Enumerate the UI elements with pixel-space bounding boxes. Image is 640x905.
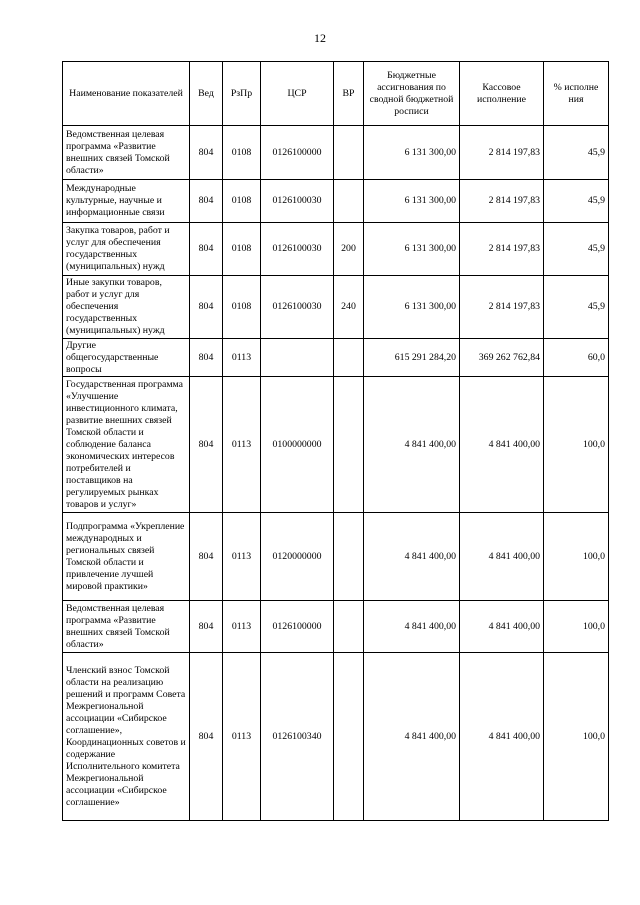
table-row: [63, 601, 609, 653]
row-csr-cell: 0126100030: [261, 180, 334, 223]
row-budget-cell: 6 131 300,00: [364, 126, 460, 180]
row-cash-cell: 4 841 400,00: [460, 377, 544, 513]
row-name-cell: Ведомственная целевая программа «Развитие внешних связей Томской области»: [63, 601, 190, 653]
row-ved-cell: 804: [190, 339, 223, 377]
row-rzpr-cell: 0108: [223, 223, 261, 276]
table-row: [63, 513, 609, 601]
row-name-cell: Другие общегосударственные вопросы: [63, 339, 190, 377]
row-vr-cell: [334, 126, 364, 180]
row-name-cell: Международные культурные, научные и информационные связи: [63, 180, 190, 223]
table-row: [63, 276, 609, 339]
row-csr-cell: 0126100030: [261, 276, 334, 339]
budget-execution-table: [62, 61, 609, 821]
row-budget-cell: 4 841 400,00: [364, 377, 460, 513]
row-csr-cell: 0120000000: [261, 513, 334, 601]
row-ved-cell: 804: [190, 276, 223, 339]
row-vr-cell: [334, 339, 364, 377]
table-row: [63, 339, 609, 377]
row-budget-cell: 4 841 400,00: [364, 601, 460, 653]
row-ved-cell: 804: [190, 126, 223, 180]
row-cash-cell: 2 814 197,83: [460, 223, 544, 276]
header-csr: ЦСР: [261, 62, 334, 126]
row-ved-cell: 804: [190, 377, 223, 513]
row-percent-cell: 100,0: [544, 513, 609, 601]
row-name-cell: Государственная программа «Улучшение инвестиционного климата, развитие внешних связей Томской области и соблюдение баланса экономических интересов потребителей и поставщиков на регулируемых рынках товаров и услуг»: [63, 377, 190, 513]
row-cash-cell: 369 262 762,84: [460, 339, 544, 377]
row-vr-cell: [334, 653, 364, 821]
table-header-row: [63, 62, 609, 126]
row-budget-cell: 4 841 400,00: [364, 653, 460, 821]
row-budget-cell: 6 131 300,00: [364, 223, 460, 276]
row-percent-cell: 45,9: [544, 276, 609, 339]
row-rzpr-cell: 0108: [223, 276, 261, 339]
row-cash-cell: 2 814 197,83: [460, 126, 544, 180]
row-cash-cell: 2 814 197,83: [460, 180, 544, 223]
row-cash-cell: 4 841 400,00: [460, 601, 544, 653]
row-vr-cell: 240: [334, 276, 364, 339]
page-number: 12: [314, 31, 326, 45]
row-rzpr-cell: 0108: [223, 180, 261, 223]
row-budget-cell: 6 131 300,00: [364, 276, 460, 339]
row-percent-cell: 45,9: [544, 180, 609, 223]
header-name: Наименование показателей: [63, 62, 190, 126]
row-name-cell: Подпрограмма «Укрепление международных и региональных связей Томской области и привлечение лучшей мировой практики»: [63, 513, 190, 601]
header-percent: % исполне ния: [544, 62, 609, 126]
table-row: [63, 377, 609, 513]
row-percent-cell: 60,0: [544, 339, 609, 377]
row-cash-cell: 4 841 400,00: [460, 653, 544, 821]
row-rzpr-cell: 0113: [223, 513, 261, 601]
row-name-cell: Ведомственная целевая программа «Развитие внешних связей Томской области»: [63, 126, 190, 180]
row-percent-cell: 45,9: [544, 223, 609, 276]
row-vr-cell: [334, 180, 364, 223]
row-ved-cell: 804: [190, 513, 223, 601]
row-csr-cell: 0126100000: [261, 126, 334, 180]
row-csr-cell: [261, 339, 334, 377]
header-cash: Кассовое исполнение: [460, 62, 544, 126]
row-ved-cell: 804: [190, 223, 223, 276]
row-csr-cell: 0126100340: [261, 653, 334, 821]
row-csr-cell: 0100000000: [261, 377, 334, 513]
row-percent-cell: 45,9: [544, 126, 609, 180]
row-percent-cell: 100,0: [544, 601, 609, 653]
row-name-cell: Закупка товаров, работ и услуг для обеспечения государственных (муниципальных) нужд: [63, 223, 190, 276]
row-csr-cell: 0126100030: [261, 223, 334, 276]
row-budget-cell: 6 131 300,00: [364, 180, 460, 223]
row-cash-cell: 2 814 197,83: [460, 276, 544, 339]
row-name-cell: Членский взнос Томской области на реализацию решений и программ Совета Межрегиональной ассоциации «Сибирское соглашение», Координационных советов и содержание Исполнительного комитета Межрегиональной ассоциации «Сибирское соглашение»: [63, 653, 190, 821]
row-vr-cell: [334, 601, 364, 653]
row-budget-cell: 615 291 284,20: [364, 339, 460, 377]
row-budget-cell: 4 841 400,00: [364, 513, 460, 601]
table-row: [63, 223, 609, 276]
header-vr: ВР: [334, 62, 364, 126]
row-cash-cell: 4 841 400,00: [460, 513, 544, 601]
row-ved-cell: 804: [190, 180, 223, 223]
row-rzpr-cell: 0113: [223, 339, 261, 377]
row-csr-cell: 0126100000: [261, 601, 334, 653]
row-rzpr-cell: 0108: [223, 126, 261, 180]
row-ved-cell: 804: [190, 653, 223, 821]
table-row: [63, 180, 609, 223]
row-vr-cell: [334, 513, 364, 601]
table-row: [63, 126, 609, 180]
row-percent-cell: 100,0: [544, 653, 609, 821]
header-budget: Бюджетные ассигнования по сводной бюджетной росписи: [364, 62, 460, 126]
row-rzpr-cell: 0113: [223, 377, 261, 513]
row-vr-cell: 200: [334, 223, 364, 276]
header-rzpr: РзПр: [223, 62, 261, 126]
row-percent-cell: 100,0: [544, 377, 609, 513]
table-row: [63, 653, 609, 821]
row-rzpr-cell: 0113: [223, 653, 261, 821]
row-name-cell: Иные закупки товаров, работ и услуг для обеспечения государственных (муниципальных) нужд: [63, 276, 190, 339]
row-ved-cell: 804: [190, 601, 223, 653]
header-ved: Вед: [190, 62, 223, 126]
row-rzpr-cell: 0113: [223, 601, 261, 653]
row-vr-cell: [334, 377, 364, 513]
